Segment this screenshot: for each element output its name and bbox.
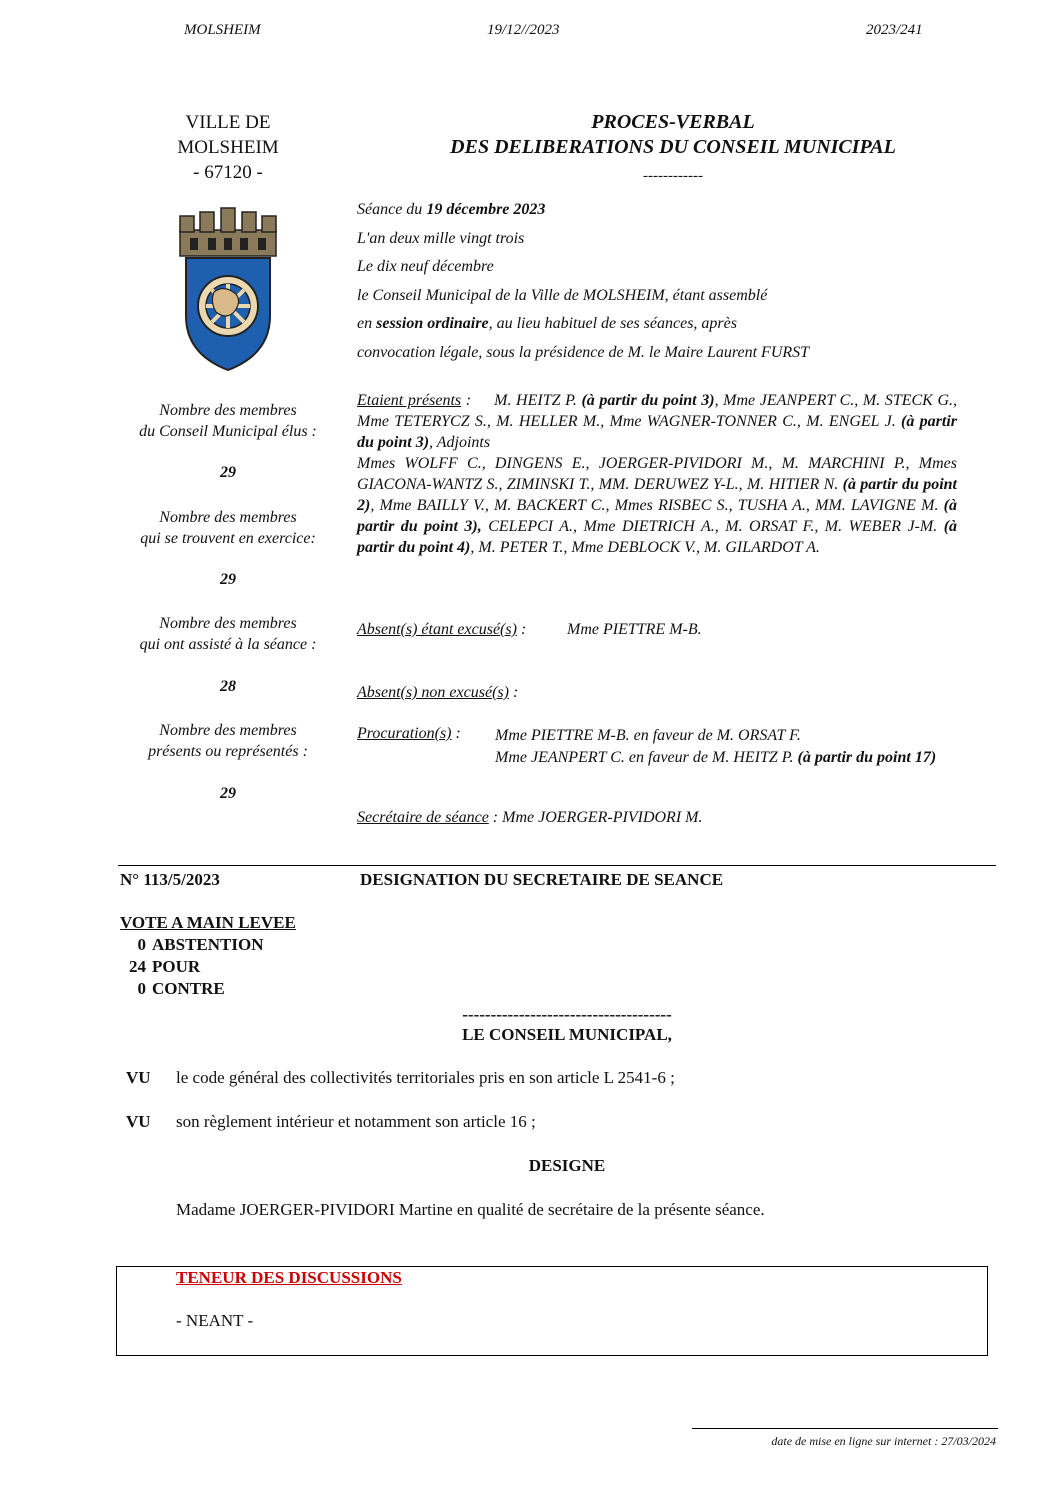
seance-line3: Le dix neuf décembre <box>357 258 494 275</box>
vu-label: VU <box>126 1112 151 1131</box>
title-line1: PROCES-VERBAL <box>591 111 755 133</box>
absents-excuses-value: Mme PIETTRE M-B. <box>567 621 702 638</box>
presents-block <box>357 390 957 558</box>
vu-text: le code général des collectivités territoriales pris en son article L 2541-6 ; <box>176 1068 675 1087</box>
stat-label: du Conseil Municipal élus : <box>139 423 317 440</box>
vote-label: POUR <box>152 957 201 976</box>
ville-postcode: - 67120 - <box>193 162 263 183</box>
vote-label: ABSTENTION <box>152 935 264 954</box>
stat-label: Nombre des membres <box>159 402 297 419</box>
stat-label: Nombre des membres <box>159 615 297 632</box>
procurations-colon: : <box>451 725 461 742</box>
vote-label: CONTRE <box>152 979 225 998</box>
presents-text: Mmes WOLFF C., DINGENS E., JOERGER-PIVIDORI M., M. MARCHINI P., Mmes GIACONA-WANTZ S., ZIMINSKI T., MM. DERUWEZ Y-L., M. HITIER N. <box>357 455 957 493</box>
secretaire <box>357 809 702 827</box>
stat-label: présents ou représentés : <box>148 743 308 760</box>
designe-text: Madame JOERGER-PIVIDORI Martine en qualité de secrétaire de la présente séance. <box>176 1200 765 1219</box>
header-city: MOLSHEIM <box>184 22 261 38</box>
presents-text: , Mme JEANPERT C., M. STECK G., Mme TETERYCZ S., M. HELLER M., Mme WAGNER-TONNER C., M. ENGEL J. <box>357 392 958 430</box>
deliberation-number: N° 113/5/2023 <box>120 870 220 889</box>
discussions-text: - NEANT - <box>176 1311 254 1330</box>
procurations-list <box>495 725 936 769</box>
stat-value: 28 <box>220 678 236 695</box>
title-separator: ------------ <box>643 168 703 184</box>
vote-row <box>120 978 296 1000</box>
vote-row <box>120 934 296 956</box>
stat-assiste <box>128 613 328 697</box>
seance-block <box>357 196 997 367</box>
absents-excuses-label: Absent(s) étant excusé(s) <box>357 621 517 638</box>
vote-count: 0 <box>137 935 146 954</box>
presents-note: (à partir du point 2) <box>357 476 958 514</box>
coat-of-arms-icon <box>170 206 286 372</box>
stat-exercice <box>128 507 328 590</box>
seance-date: 19 décembre 2023 <box>426 201 546 218</box>
seance-line5-suffix: , au lieu habituel de ses séances, après <box>488 315 737 332</box>
seance-line6: convocation légale, sous la présidence de M. le Maire Laurent FURST <box>357 343 810 361</box>
divider <box>118 865 996 866</box>
designe-title: DESIGNE <box>528 1156 606 1175</box>
seance-prefix: Séance du <box>357 201 427 218</box>
presents-text: M. HEITZ P. <box>494 392 582 409</box>
title-line2: DES DELIBERATIONS DU CONSEIL MUNICIPAL <box>450 136 896 158</box>
deliberation-title: DESIGNATION DU SECRETAIRE DE SEANCE <box>360 870 724 889</box>
vote-count: 24 <box>129 957 146 976</box>
procuration-note: (à partir du point 17) <box>797 749 937 766</box>
seance-line5-prefix: en <box>357 315 377 332</box>
vote-title: VOTE A MAIN LEVEE <box>120 913 296 932</box>
presents-text: , Mme BAILLY V., M. BACKERT C., Mmes RISBEC S., TUSHA A., MM. LAVIGNE M. <box>370 497 944 514</box>
stat-label: qui se trouvent en exercice: <box>140 530 316 547</box>
header-date: 19/12//2023 <box>487 22 560 38</box>
stat-value: 29 <box>220 785 236 802</box>
presents-note: (à partir du point 3) <box>357 413 958 451</box>
presents-label: Etaient présents <box>357 392 462 409</box>
absents-non-excuses-colon: : <box>508 684 519 701</box>
conseil-title: LE CONSEIL MUNICIPAL, <box>462 1025 672 1044</box>
discussions-title: TENEUR DES DISCUSSIONS <box>176 1268 402 1287</box>
presents-colon: : <box>461 392 472 409</box>
seance-session: session ordinaire <box>376 315 489 332</box>
vu-label: VU <box>126 1068 151 1087</box>
seance-line4: le Conseil Municipal de la Ville de MOLSHEIM, étant assemblé <box>357 286 768 304</box>
presents-text: , M. PETER T., Mme DEBLOCK V., M. GILARDOT A. <box>470 539 820 556</box>
ville-line1: VILLE DE <box>185 112 271 133</box>
stat-value: 29 <box>220 571 236 588</box>
page-title <box>348 110 998 160</box>
stat-elus <box>128 400 328 483</box>
presents-text: , Adjoints <box>429 434 491 451</box>
absents-excuses-colon: : <box>516 621 527 638</box>
stat-representes <box>128 720 328 804</box>
vote-row <box>120 956 296 978</box>
presents-note: (à partir du point 3) <box>581 392 715 409</box>
presents-note: (à partir du point 3), <box>357 497 957 535</box>
stat-label: Nombre des membres <box>159 722 297 739</box>
presents-note: (à partir du point 4) <box>357 518 958 556</box>
absents-excuses <box>357 621 526 639</box>
secretaire-value: : Mme JOERGER-PIVIDORI M. <box>488 809 703 826</box>
procuration-line: Mme JEANPERT C. en faveur de M. HEITZ P. <box>495 749 798 766</box>
procurations <box>357 725 461 743</box>
absents-non-excuses-label: Absent(s) non excusé(s) <box>357 684 509 701</box>
vote-count: 0 <box>137 979 146 998</box>
presents-text: CELEPCI A., Mme DIETRICH A., M. ORSAT F., M. WEBER J-M. <box>481 518 944 535</box>
stat-label: Nombre des membres <box>159 509 297 526</box>
conseil-separator: ------------------------------------- <box>462 1005 672 1024</box>
vote-block <box>120 912 296 1000</box>
procuration-line: Mme PIETTRE M-B. en faveur de M. ORSAT F. <box>495 727 801 744</box>
stat-value: 29 <box>220 464 236 481</box>
ville-block <box>128 110 328 185</box>
header-ref: 2023/241 <box>866 22 923 38</box>
secretaire-label: Secrétaire de séance <box>357 809 489 826</box>
vu-text: son règlement intérieur et notamment son article 16 ; <box>176 1112 536 1131</box>
ville-line2: MOLSHEIM <box>177 137 279 158</box>
procurations-label: Procuration(s) <box>357 725 452 742</box>
footer-rule <box>692 1428 998 1429</box>
seance-line2: L'an deux mille vingt trois <box>357 229 525 247</box>
footer-text: date de mise en ligne sur internet : 27/03/2024 <box>771 1434 996 1448</box>
absents-non-excuses <box>357 684 518 702</box>
stat-label: qui ont assisté à la séance : <box>139 636 317 653</box>
